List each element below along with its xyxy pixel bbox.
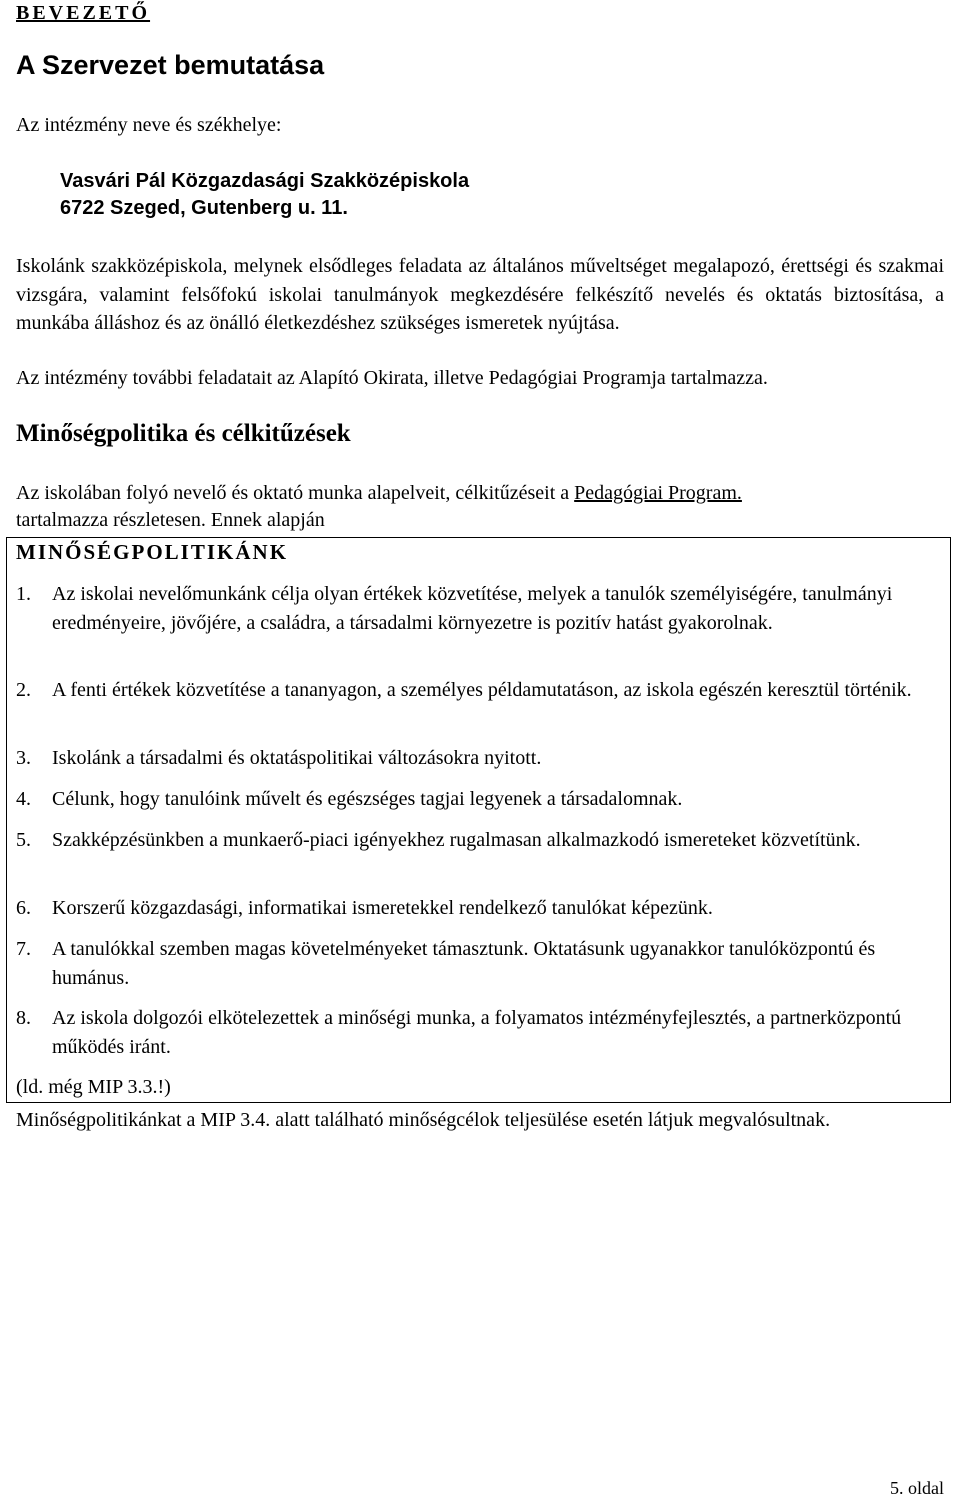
list-item-number: 8. — [16, 1007, 31, 1029]
list-item-number: 6. — [16, 897, 31, 919]
institution-address: 6722 Szeged, Gutenberg u. 11. — [60, 197, 348, 219]
box-note: (ld. még MIP 3.3.!) — [16, 1076, 171, 1098]
page-title: A Szervezet bemutatása — [16, 50, 325, 80]
intro-paragraph: Iskolánk szakközépiskola, melynek elsődleges feladata az általános műveltséget megalapozó, érettségi és szakmai vizsgára, valamint felsőfokú iskolai tanulmányok megkezdésére felkészítő nevelés és oktatás biztosítása, a munkába álláshoz és az önálló életkezdéshez szükséges ismeretek nyújtása. — [16, 255, 944, 334]
list-item-text: A fenti értékek közvetítése a tananyagon, a személyes példamutatáson, az iskola egészén keresztül történik. — [52, 679, 912, 701]
list-item-number: 4. — [16, 788, 31, 810]
list-item-number: 5. — [16, 829, 31, 851]
list-item-number: 2. — [16, 679, 31, 701]
page-number: 5. oldal — [890, 1478, 944, 1498]
list-item-text: Korszerű közgazdasági, informatikai ismeretekkel rendelkező tanulókat képezünk. — [52, 897, 713, 919]
section-paragraph-start: Az iskolában folyó nevelő és oktató munka alapelveit, célkitűzéseit a — [16, 482, 575, 504]
list-item-text: Az iskolai nevelőmunkánk célja olyan értékek közvetítése, melyek a tanulók személyiségére, tanulmányi eredményeire, jövőjére, a családra, a társadalmi környezetre is pozitív hatást gyakorolnak. — [52, 583, 893, 634]
list-item-text: Iskolánk a társadalmi és oktatáspolitikai változásokra nyitott. — [52, 747, 542, 769]
list-item-number: 3. — [16, 747, 31, 769]
list-item-text: Szakképzésünkben a munkaerő-piaci igényekhez rugalmasan alkalmazkodó ismereteket közvetítünk. — [52, 829, 861, 851]
policy-heading: MINŐSÉGPOLITIKÁNK — [16, 540, 289, 564]
list-item-number: 7. — [16, 938, 31, 960]
list-item-number: 1. — [16, 583, 31, 605]
section-title: Minőségpolitika és célkitűzések — [16, 420, 351, 447]
section-paragraph — [16, 480, 742, 534]
institution-label: Az intézmény neve és székhelye: — [16, 114, 282, 136]
institution-name: Vasvári Pál Közgazdasági Szakközépiskola — [60, 170, 470, 192]
list-item-text: Célunk, hogy tanulóink művelt és egészséges tagjai legyenek a társadalomnak. — [52, 788, 683, 810]
pedagogical-program-link[interactable]: Pedagógiai Program. — [574, 482, 742, 504]
intro-paragraph-2: Az intézmény további feladatait az Alapító Okirata, illetve Pedagógiai Programja tartalmazza. — [16, 367, 768, 389]
document-header: BEVEZETŐ — [16, 2, 151, 24]
closing-paragraph: Minőségpolitikánkat a MIP 3.4. alatt található minőségcélok teljesülése esetén látjuk megvalósultnak. — [16, 1109, 831, 1131]
section-paragraph-end: tartalmazza részletesen. Ennek alapján — [16, 509, 325, 531]
list-item-text: A tanulókkal szemben magas követelményeket támasztunk. Oktatásunk ugyanakkor tanulóközpontú és humánus. — [52, 938, 876, 989]
institution-block — [60, 168, 469, 222]
list-item-text: Az iskola dolgozói elkötelezettek a minőségi munka, a folyamatos intézményfejlesztés, a partnerközpontú működés iránt. — [52, 1007, 902, 1058]
